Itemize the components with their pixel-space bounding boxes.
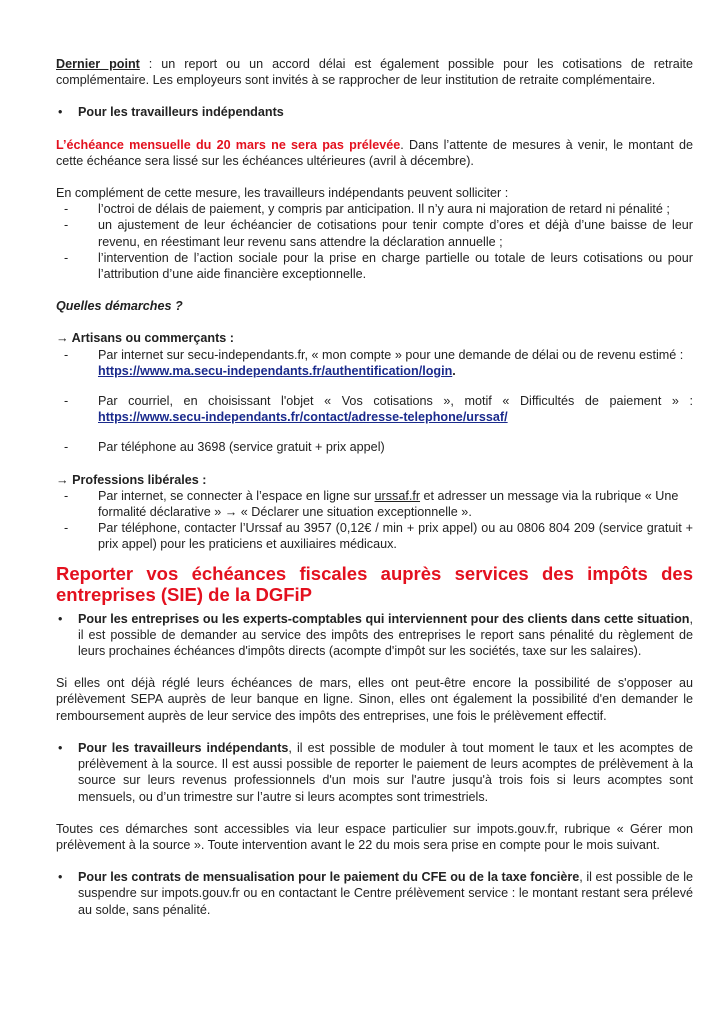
bullet-text: Pour les entreprises ou les experts-comptables qui interviennent pour des clients dans cette situation, il est possible de demander au service des impôts des entreprises le report sans pénalité du règlement de leurs prochaines échéances d'impôts directs (acompte d'impôt sur les sociétés, taxe sur les salaires). [78,611,693,659]
list-item-text: Par courriel, en choisissant l'objet « Vos cotisations », motif « Difficultés de paiement » : https://www.secu-independants.fr/contact/adresse-telephone/urssaf/ [98,394,693,425]
list-item-text: Par internet sur secu-independants.fr, « mon compte » pour une demande de délai ou de revenu estimé : https://www.ma.secu-independants.fr/authentification/login. [98,347,684,378]
secu-contact-link[interactable]: https://www.secu-independants.fr/contact/adresse-telephone/urssaf/ [98,410,508,425]
list-item [56,217,693,249]
list-item-text: l’intervention de l’action sociale pour la prise en charge partielle ou totale de leurs cotisations ou pour l’attribution d’une aide financière exceptionnelle. [98,250,693,282]
bullet-icon: • [58,105,63,120]
paragraph-echeance [56,137,693,169]
paragraph-dernier-point [56,56,693,88]
list-item-text: Par internet, se connecter à l’espace en ligne sur urssaf.fr et adresser un message via la rubrique « Une formalité déclarative » → « Déclarer une situation exceptionnelle ». [98,488,679,520]
bullet-icon: • [58,740,63,755]
dash-icon: - [64,488,69,503]
echeance-text: . Dans l’attente de mesures à venir, le montant de cette échéance sera lissé sur les échéances ultérieures (avril à décembre). [56,137,694,168]
dernier-point-label: Dernier point [56,57,140,71]
paragraph-complement: En complément de cette mesure, les travailleurs indépendants peuvent solliciter : [56,186,509,201]
bullet-item-contrats [56,869,693,918]
dash-icon: - [64,521,69,536]
paragraph-toutes-demarches: Toutes ces démarches sont accessibles via leur espace particulier sur impots.gouv.fr, rubrique « Gérer mon prélèvement à la source ». Toute intervention avant le 22 du mois sera prise en compte pour le mois suivant. [56,821,693,852]
dernier-point-text: : un report ou un accord délai est également possible pour les cotisations de retraite complémentaire. Les employeurs sont invités à se rapprocher de leur institution de retraite complémentaire. [56,57,694,88]
list-item [56,520,693,552]
list-item [56,250,693,282]
bullet-heading: Pour les travailleurs indépendants [78,105,284,120]
artisans-title: → Artisans ou commerçants : [56,331,234,346]
bullet-icon: • [58,611,63,626]
list-item-text: Par téléphone au 3698 (service gratuit + prix appel) [98,440,385,455]
list-item [56,488,693,520]
paragraph-sepa: Si elles ont déjà réglé leurs échéances de mars, elles ont peut-être encore la possibilité de s'opposer au prélèvement SEPA auprès de leur banque en ligne. Sinon, elles ont également la possibilité d'en demander le remboursement auprès de leur service des impôts des entreprises, une fois le prélèvement effectif. [56,676,693,723]
dash-icon: - [64,440,69,455]
secu-login-link[interactable]: https://www.ma.secu-independants.fr/authentification/login [98,363,453,378]
list-item [56,393,693,425]
document-page [56,56,693,918]
list-item [56,201,693,217]
list-item [56,439,693,455]
echeance-highlight: L’échéance mensuelle du 20 mars ne sera pas prélevée [56,137,401,152]
section-heading: Reporter vos échéances fiscales auprès services des impôts des entreprises (SIE) de la DGFiP [56,562,693,605]
bullet-text: Pour les contrats de mensualisation pour le paiement du CFE ou de la taxe foncière, il est possible de le suspendre sur impots.gouv.fr ou en contactant le Centre prélèvement service : le montant restant sera prélevé au solde, sans pénalité. [78,870,694,917]
list-item-text: l’octroi de délais de paiement, y compris par anticipation. Il n’y aura ni majoration de retard ni pénalité ; [98,202,670,217]
dash-icon: - [64,218,69,233]
bullet-icon: • [58,870,63,885]
bullet-text: Pour les travailleurs indépendants, il est possible de moduler à tout moment le taux et les acomptes de prélèvement à la source. Il est aussi possible de reporter le paiement de leurs acomptes de prélèvement à la source sur leurs revenus professionnels d'un mois sur l'autre jusqu'à trois fois si leurs acomptes sont mensuels, ou d’un trimestre sur l’autre si leurs acomptes sont trimestriels. [78,740,693,804]
list-item-text: un ajustement de leur échéancier de cotisations pour tenir compte d’ores et déjà d’une baisse de leur revenu, en réestimant leur revenu sans attendre la déclaration annuelle ; [98,218,693,249]
bullet-item-independants [56,740,693,805]
list-item-text: Par téléphone, contacter l’Urssaf au 3957 (0,12€ / min + prix appel) ou au 0806 804 209 (service gratuit + prix appel) pour les praticiens et auxiliaires médicaux. [98,521,693,552]
dash-icon: - [64,347,69,362]
dash-icon: - [64,202,69,217]
bullet-item-travailleurs [56,104,693,120]
dash-icon: - [64,394,69,409]
list-item [56,347,693,379]
demarches-title: Quelles démarches ? [56,299,183,314]
liberales-title: → Professions libérales : [56,472,207,487]
bullet-item-entreprises [56,611,693,660]
urssaf-link[interactable]: urssaf.fr [374,488,421,503]
dash-icon: - [64,250,69,265]
